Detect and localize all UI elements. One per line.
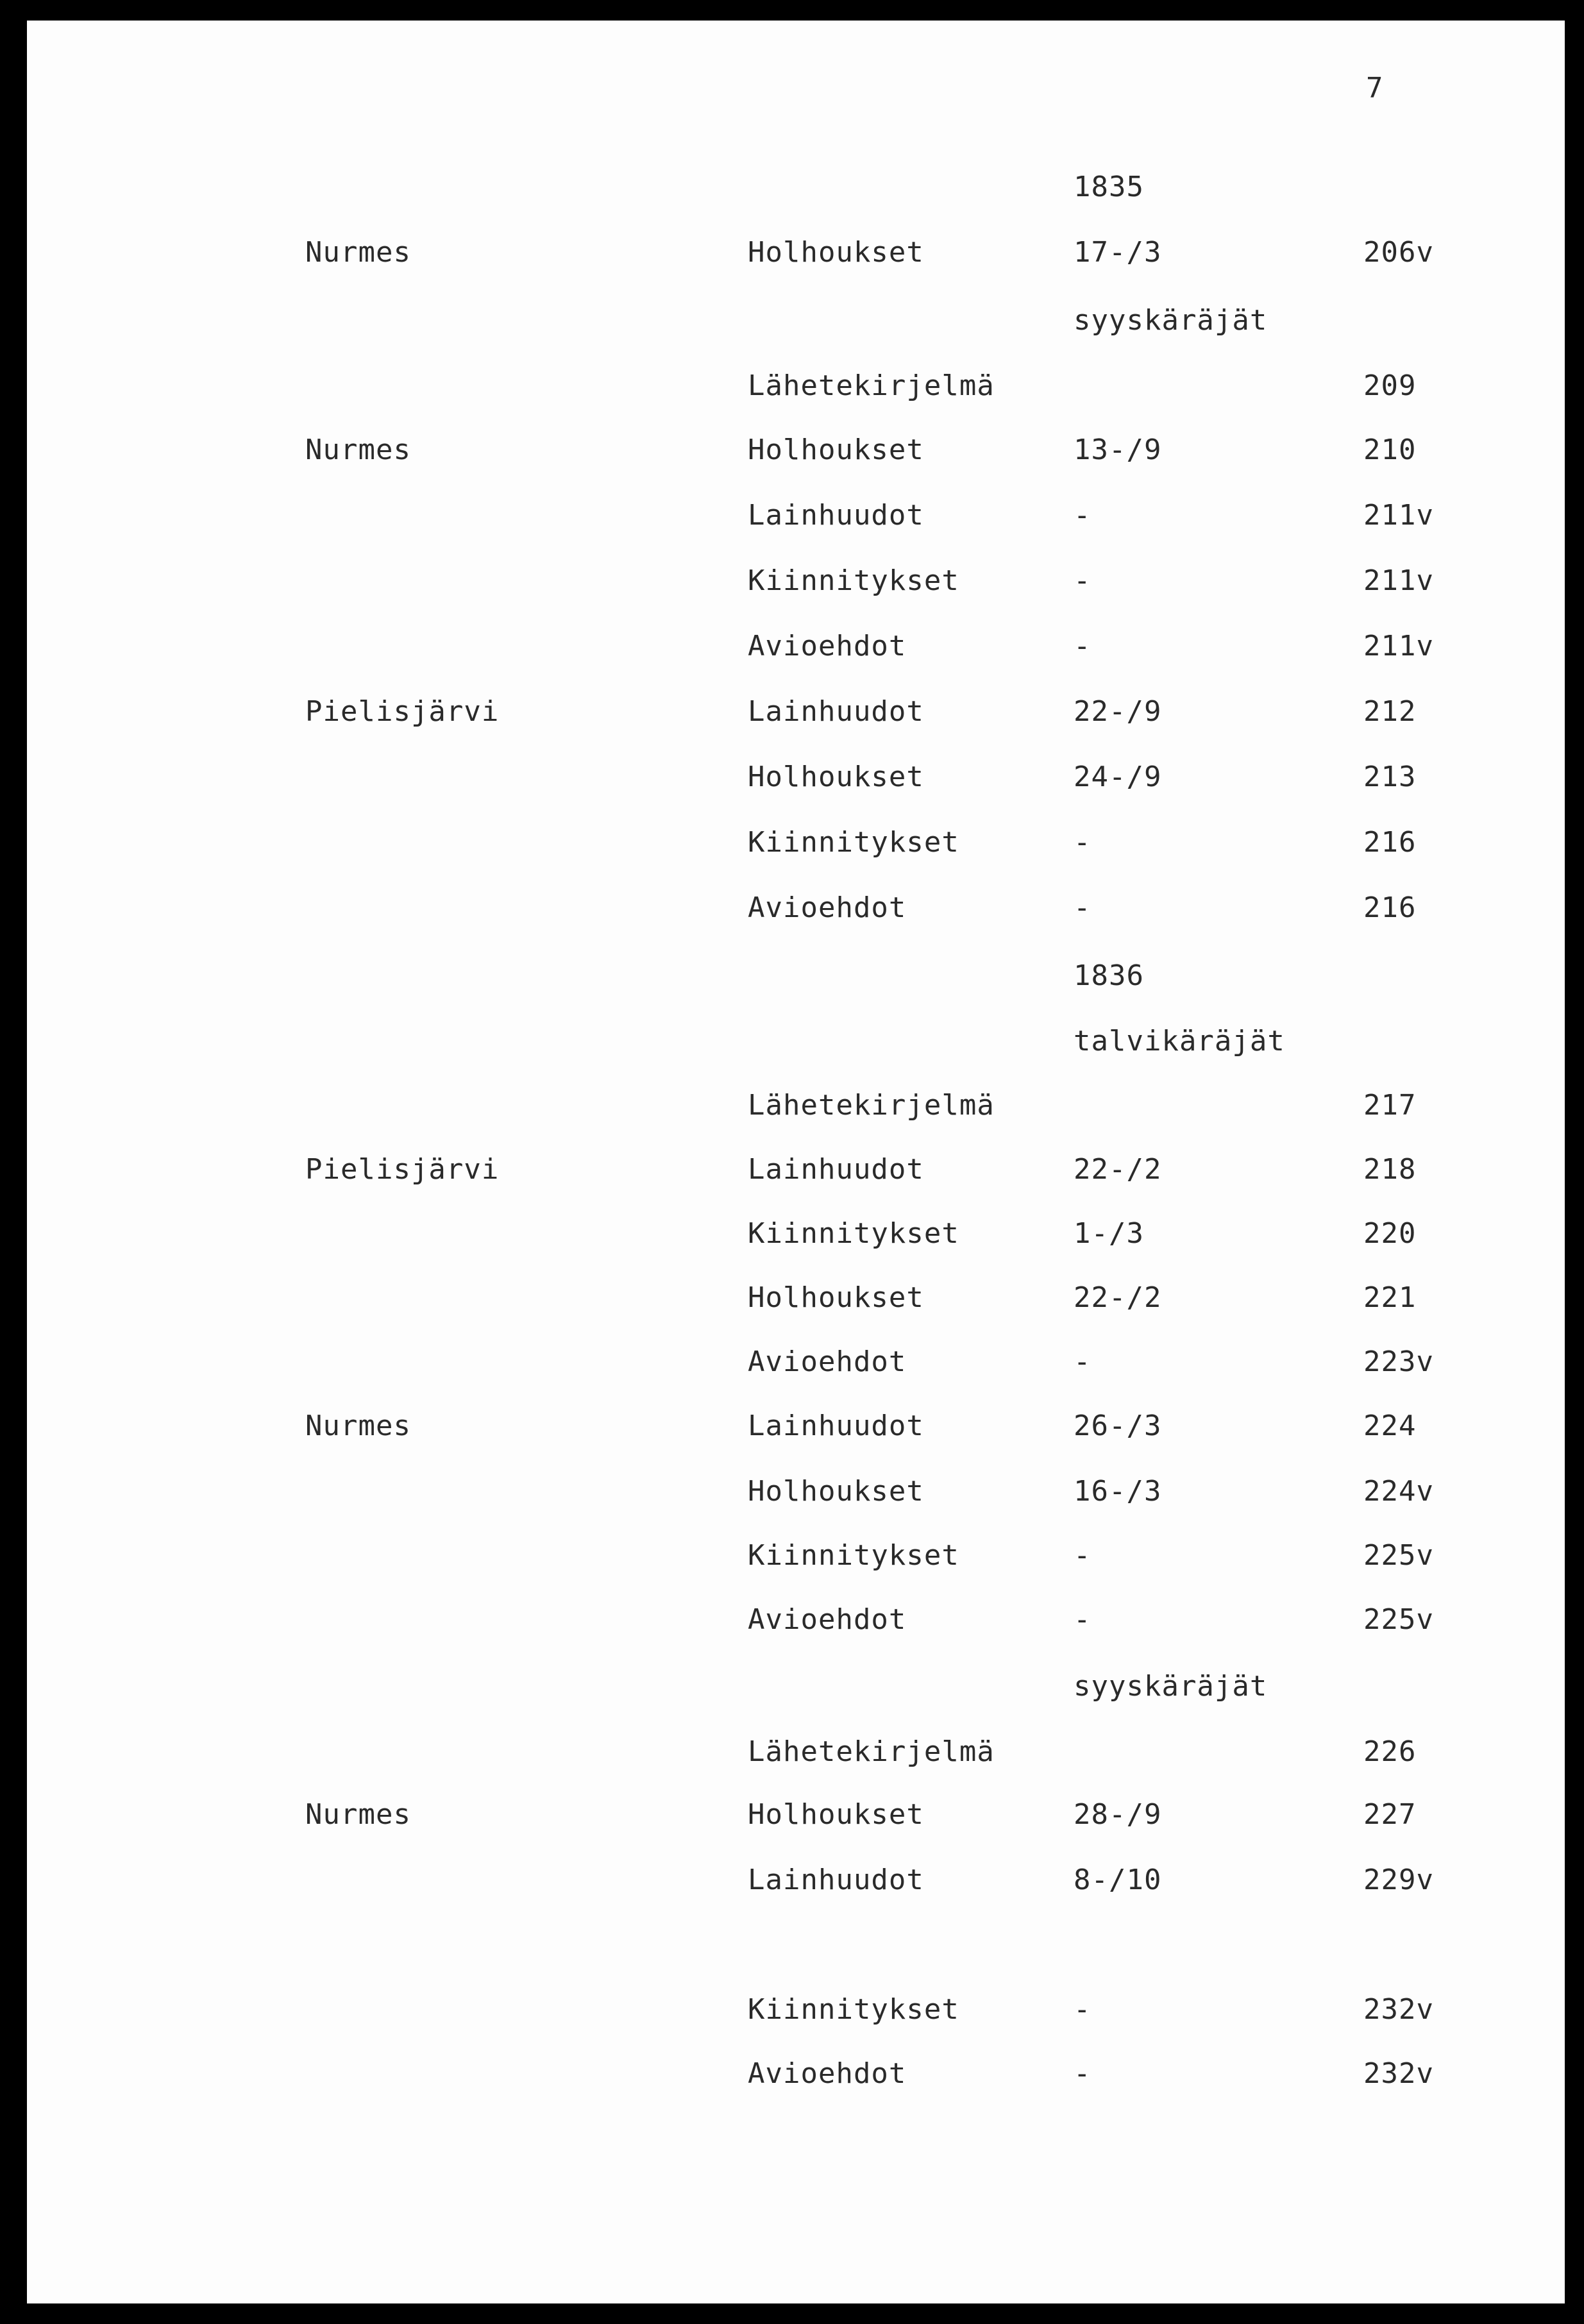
- document-cell: Lähetekirjelmä: [748, 1089, 995, 1122]
- document-cell: Kiinnitykset: [748, 1217, 959, 1250]
- page-ref-cell: 211v: [1363, 630, 1434, 662]
- document-cell: Kiinnitykset: [748, 826, 959, 859]
- table-row: [0, 1733, 1584, 1771]
- document-cell: Kiinnitykset: [748, 564, 959, 597]
- page-ref-cell: 218: [1363, 1153, 1417, 1186]
- place-cell: Nurmes: [305, 236, 411, 269]
- page-ref-cell: 227: [1363, 1798, 1417, 1831]
- document-cell: Avioehdot: [748, 1345, 907, 1378]
- table-row: [0, 1472, 1584, 1511]
- session-heading: syyskäräjät: [1074, 1670, 1268, 1703]
- document-cell: Holhoukset: [748, 1281, 924, 1314]
- page-ref-cell: 226: [1363, 1735, 1417, 1768]
- table-row: [0, 431, 1584, 469]
- place-cell: Nurmes: [305, 1798, 411, 1831]
- date-cell: -: [1074, 1539, 1091, 1572]
- table-row: [0, 1861, 1584, 1899]
- page-ref-cell: 216: [1363, 826, 1417, 859]
- page-ref-cell: 223v: [1363, 1345, 1434, 1378]
- table-row: [0, 1991, 1584, 2029]
- page-ref-cell: 221: [1363, 1281, 1417, 1314]
- document-cell: Avioehdot: [748, 630, 907, 662]
- page-ref-cell: 224v: [1363, 1475, 1434, 1508]
- page-number: 7: [1366, 72, 1383, 105]
- table-row: [0, 1343, 1584, 1381]
- date-cell: 13-/9: [1074, 434, 1162, 466]
- date-cell: -: [1074, 630, 1091, 662]
- table-row: [0, 693, 1584, 731]
- page-ref-cell: 217: [1363, 1089, 1417, 1122]
- place-cell: Pielisjärvi: [305, 1153, 500, 1186]
- date-cell: -: [1074, 826, 1091, 859]
- table-row: [0, 758, 1584, 796]
- table-row: [0, 1537, 1584, 1575]
- document-cell: Avioehdot: [748, 2057, 907, 2090]
- table-row: [0, 1601, 1584, 1639]
- page-ref-cell: 225v: [1363, 1603, 1434, 1636]
- table-row: [0, 627, 1584, 666]
- date-cell: 22-/9: [1074, 695, 1162, 728]
- date-cell: 17-/3: [1074, 236, 1162, 269]
- year-heading: 1835: [1074, 171, 1144, 203]
- date-cell: 16-/3: [1074, 1475, 1162, 1508]
- date-cell: -: [1074, 564, 1091, 597]
- document-cell: Lainhuudot: [748, 499, 924, 532]
- date-cell: -: [1074, 1345, 1091, 1378]
- table-row: [0, 1407, 1584, 1445]
- table-row: [0, 1150, 1584, 1189]
- date-cell: -: [1074, 1603, 1091, 1636]
- date-cell: -: [1074, 2057, 1091, 2090]
- document-cell: Avioehdot: [748, 891, 907, 924]
- document-cell: Holhoukset: [748, 236, 924, 269]
- session-heading: syyskäräjät: [1074, 304, 1268, 337]
- page-ref-cell: 220: [1363, 1217, 1417, 1250]
- page-ref-cell: 209: [1363, 369, 1417, 402]
- document-cell: Holhoukset: [748, 1798, 924, 1831]
- document-cell: Holhoukset: [748, 434, 924, 466]
- page-ref-cell: 210: [1363, 434, 1417, 466]
- page-ref-cell: 213: [1363, 761, 1417, 793]
- date-cell: -: [1074, 1993, 1091, 2026]
- table-row: [0, 1086, 1584, 1125]
- date-cell: 28-/9: [1074, 1798, 1162, 1831]
- table-row: [0, 1796, 1584, 1834]
- page-ref-cell: 224: [1363, 1410, 1417, 1442]
- place-cell: Pielisjärvi: [305, 695, 500, 728]
- page-ref-cell: 229v: [1363, 1864, 1434, 1896]
- page-ref-cell: 232v: [1363, 1993, 1434, 2026]
- document-cell: Holhoukset: [748, 1475, 924, 1508]
- table-row: [0, 1279, 1584, 1317]
- place-cell: Nurmes: [305, 1410, 411, 1442]
- date-cell: 22-/2: [1074, 1281, 1162, 1314]
- table-row: [0, 889, 1584, 927]
- table-row: [0, 2055, 1584, 2093]
- table-row: [0, 823, 1584, 862]
- date-cell: 22-/2: [1074, 1153, 1162, 1186]
- page-ref-cell: 206v: [1363, 236, 1434, 269]
- date-cell: 24-/9: [1074, 761, 1162, 793]
- date-cell: -: [1074, 499, 1091, 532]
- document-cell: Lähetekirjelmä: [748, 1735, 995, 1768]
- table-row: [0, 1215, 1584, 1253]
- page-ref-cell: 211v: [1363, 564, 1434, 597]
- document-cell: Kiinnitykset: [748, 1539, 959, 1572]
- date-cell: -: [1074, 891, 1091, 924]
- document-cell: Avioehdot: [748, 1603, 907, 1636]
- document-cell: Lainhuudot: [748, 695, 924, 728]
- page-ref-cell: 232v: [1363, 2057, 1434, 2090]
- page-ref-cell: 216: [1363, 891, 1417, 924]
- document-cell: Lainhuudot: [748, 1864, 924, 1896]
- date-cell: 26-/3: [1074, 1410, 1162, 1442]
- session-heading: talvikäräjät: [1074, 1025, 1285, 1057]
- table-row: [0, 562, 1584, 600]
- table-row: [0, 496, 1584, 535]
- date-cell: 8-/10: [1074, 1864, 1162, 1896]
- document-cell: Lainhuudot: [748, 1153, 924, 1186]
- page-ref-cell: 225v: [1363, 1539, 1434, 1572]
- place-cell: Nurmes: [305, 434, 411, 466]
- page-ref-cell: 212: [1363, 695, 1417, 728]
- date-cell: 1-/3: [1074, 1217, 1144, 1250]
- page-ref-cell: 211v: [1363, 499, 1434, 532]
- document-cell: Lähetekirjelmä: [748, 369, 995, 402]
- year-heading: 1836: [1074, 959, 1144, 992]
- document-cell: Holhoukset: [748, 761, 924, 793]
- document-cell: Lainhuudot: [748, 1410, 924, 1442]
- document-cell: Kiinnitykset: [748, 1993, 959, 2026]
- table-row: [0, 233, 1584, 272]
- table-row: [0, 367, 1584, 405]
